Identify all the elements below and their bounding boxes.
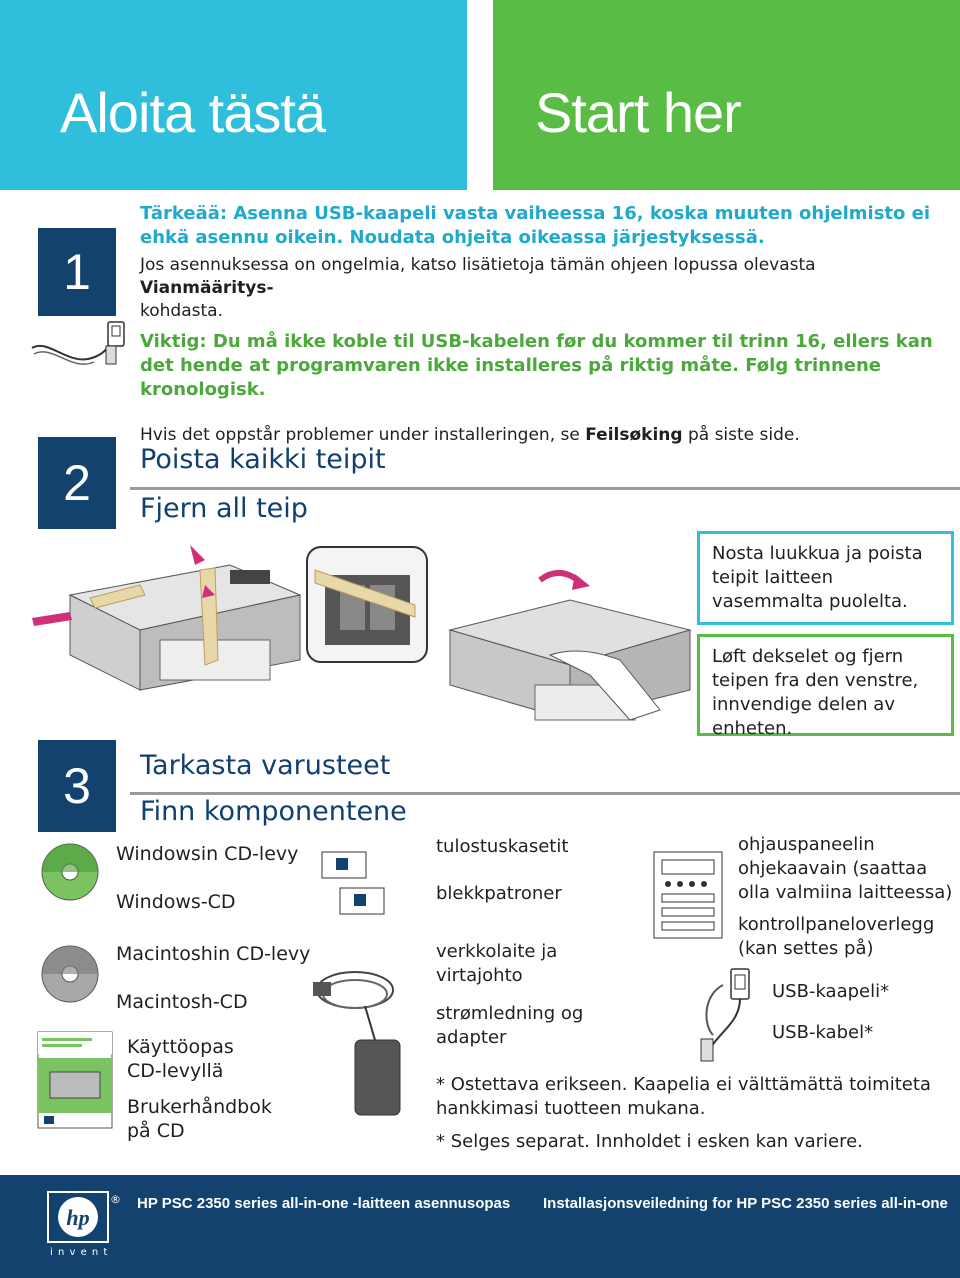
footnote-fi: * Ostettava erikseen. Kaapelia ei välttämättä toimiteta hankkimasi tuotteen mukana. xyxy=(436,1074,931,1119)
step2-note-fi xyxy=(697,531,954,625)
item-cd-win-fi: Windowsin CD-levy xyxy=(116,843,299,865)
step2-heading-no: Fjern all teip xyxy=(140,493,308,524)
item-panel-fi-1: ohjauspaneelin xyxy=(738,834,875,855)
item-usb-no: USB-kabel* xyxy=(772,1022,874,1043)
footer-title-no: Installasjonsveiledning for HP PSC 2350 series all-in-one xyxy=(543,1195,948,1212)
control-panel-overlay-icon xyxy=(652,850,724,940)
item-power-no-2: adapter xyxy=(436,1027,507,1048)
step1-important-no: Viktig: Du må ikke koble til USB-kabelen før du kommer til trinn 16, ellers kan det hende at programvaren ikke installeres på riktig måte. Følg trinnene kronologisk. xyxy=(140,331,933,400)
item-usb-fi: USB-kaapeli* xyxy=(772,981,890,1002)
power-cord-adapter-icon xyxy=(305,960,410,1120)
print-cartridges-icon xyxy=(318,850,388,920)
printer-tape-illustration xyxy=(30,540,310,700)
step-number-3: 3 xyxy=(38,740,116,832)
step2-note-no-text: Løft dekselet og fjern teipen fra den venstre, innvendige delen av enheten. xyxy=(712,646,919,739)
header-banner-no xyxy=(493,0,960,190)
step3-heading-no: Finn komponentene xyxy=(140,796,407,827)
step1-text-fi xyxy=(140,202,940,323)
usb-cable-small-icon xyxy=(683,965,753,1065)
macintosh-cd-icon xyxy=(40,944,100,1004)
item-panel-no-1: kontrollpaneloverlegg xyxy=(738,914,935,935)
item-panel-no xyxy=(738,913,934,961)
item-cart-no: blekkpatroner xyxy=(436,883,562,904)
item-guide-no-2: på CD xyxy=(127,1120,185,1142)
item-panel-fi-3: olla valmiina laitteessa) xyxy=(738,882,953,903)
step3-divider xyxy=(130,792,960,795)
item-power-fi-1: verkkolaite ja xyxy=(436,941,558,962)
invent-text: i n v e n t xyxy=(50,1247,109,1258)
item-cd-mac-fi: Macintoshin CD-levy xyxy=(116,943,311,965)
item-guide-no xyxy=(127,1095,272,1143)
step1-text-no xyxy=(140,330,945,447)
item-guide-fi-1: Käyttöopas xyxy=(127,1036,234,1058)
usb-cable-icon xyxy=(28,318,128,376)
step1-problem-no-post: på siste side. xyxy=(687,425,800,445)
item-power-no-1: strømledning og xyxy=(436,1003,584,1024)
step1-problem-fi xyxy=(140,254,940,323)
item-power-no xyxy=(436,1002,583,1050)
title-fi: Aloita tästä xyxy=(60,81,326,144)
item-panel-no-2: (kan settes på) xyxy=(738,938,874,959)
footer-title-fi: HP PSC 2350 series all-in-one -laitteen asennusopas xyxy=(137,1195,511,1212)
printer-open-lid-illustration xyxy=(430,560,700,730)
step3-heading-fi: Tarkasta varusteet xyxy=(140,750,391,781)
header-banner-fi xyxy=(0,0,467,190)
footnote-no: * Selges separat. Innholdet i esken kan variere. xyxy=(436,1131,863,1152)
step2-note-fi-text: Nosta luukkua ja poista teipit laitteen vasemmalta puolelta. xyxy=(712,543,923,612)
windows-cd-icon xyxy=(40,842,100,902)
step1-problem-fi-link: Vianmääritys- xyxy=(140,278,274,298)
item-guide-fi-2: CD-levyllä xyxy=(127,1060,224,1082)
step1-important-fi: Tärkeää: Asenna USB-kaapeli vasta vaiheessa 16, koska muuten ohjelmisto ei ehkä asennu oikein. Noudata ohjeita oikeassa järjestyksessä. xyxy=(140,203,931,248)
step2-divider xyxy=(130,487,960,490)
item-panel-fi-2: ohjekaavain (saattaa xyxy=(738,858,928,879)
cartridge-tape-inset xyxy=(305,545,430,665)
step1-problem-no-link: Feilsøking xyxy=(585,425,683,445)
item-power-fi xyxy=(436,940,557,988)
step1-problem-fi-post: kohdasta. xyxy=(140,301,223,321)
step1-problem-no-pre: Hvis det oppstår problemer under installeringen, se xyxy=(140,425,580,445)
step2-note-no xyxy=(697,634,954,739)
title-no: Start her xyxy=(535,81,741,144)
item-panel-fi xyxy=(738,833,952,905)
item-cd-mac-no: Macintosh-CD xyxy=(116,991,248,1013)
step2-heading-fi: Poista kaikki teipit xyxy=(140,444,386,475)
step-number-1: 1 xyxy=(38,228,116,316)
footer-bar xyxy=(0,1175,960,1278)
hp-logo-icon xyxy=(47,1191,109,1243)
item-power-fi-2: virtajohto xyxy=(436,965,523,986)
user-guide-booklet-icon xyxy=(36,1030,116,1130)
step1-problem-fi-pre: Jos asennuksessa on ongelmia, katso lisätietoja tämän ohjeen lopussa olevasta xyxy=(140,255,816,275)
registered-mark: ® xyxy=(110,1193,121,1206)
step-number-2: 2 xyxy=(38,437,116,529)
item-cd-win-no: Windows-CD xyxy=(116,891,236,913)
hp-logo-text: hp xyxy=(66,1205,90,1230)
item-guide-fi xyxy=(127,1035,234,1083)
item-guide-no-1: Brukerhåndbok xyxy=(127,1096,272,1118)
item-cart-fi: tulostuskasetit xyxy=(436,836,569,857)
